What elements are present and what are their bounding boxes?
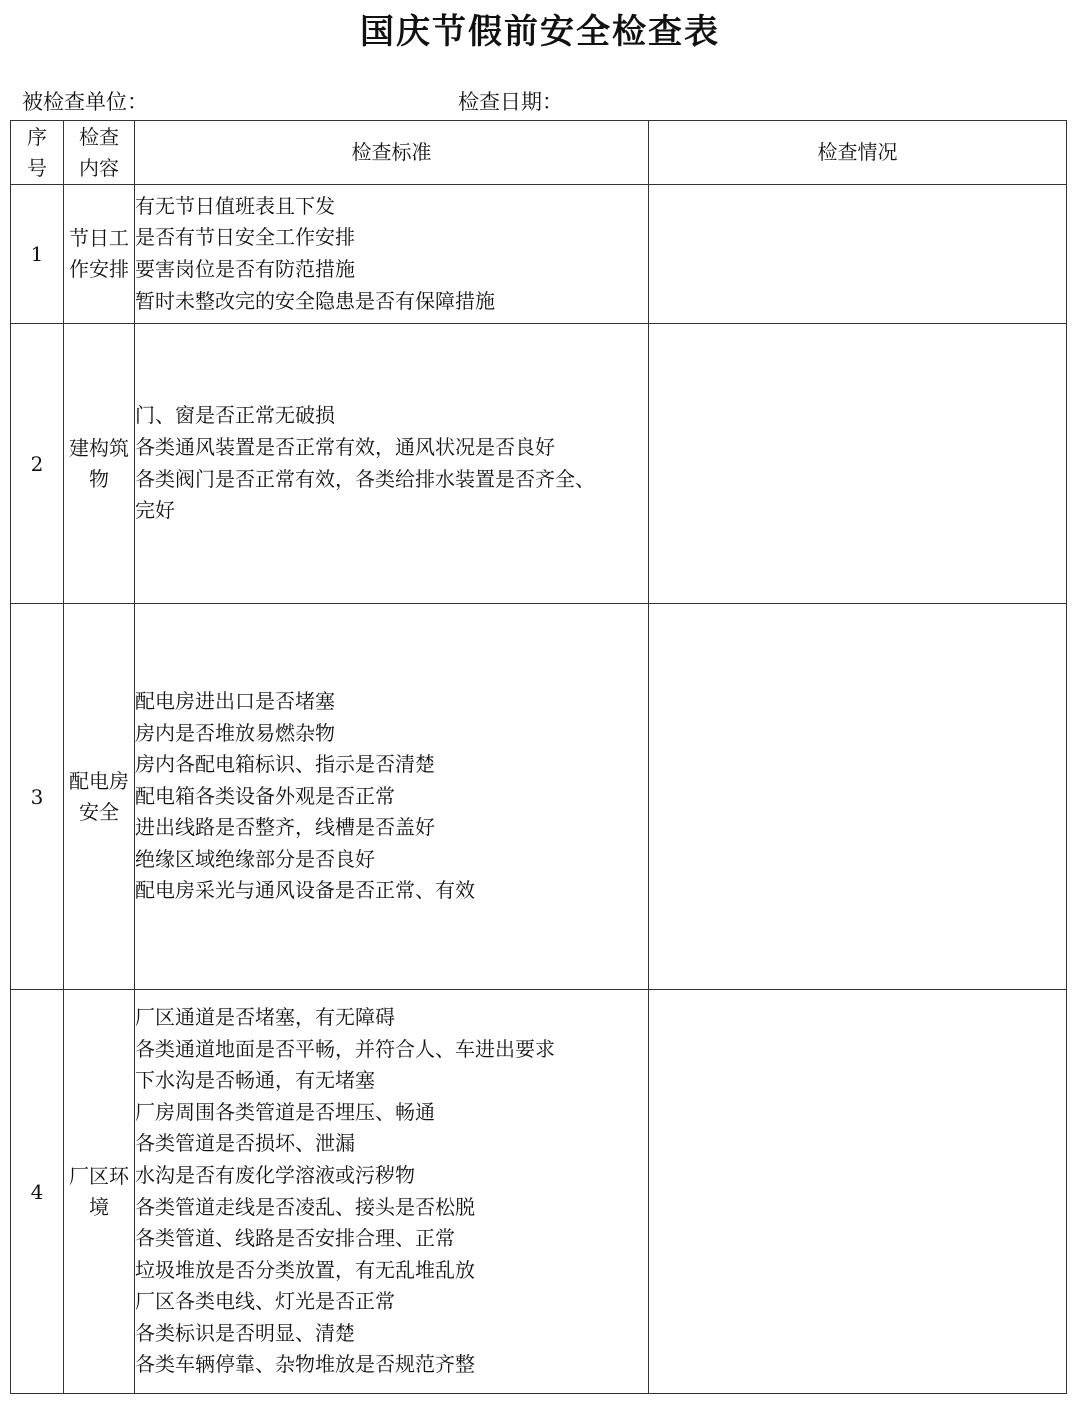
result-cell[interactable] [649,324,1067,604]
row-standards [135,324,649,604]
inspection-date-label: 检查日期： [458,90,563,114]
standard-line: 各类管道、线路是否安排合理、正常 [135,1226,455,1251]
header-no: 序号 [11,121,64,185]
header-item: 检查内容 [64,121,135,185]
table-row [11,324,1067,604]
standard-line: 配电箱各类设备外观是否正常 [135,783,395,808]
table-row [11,604,1067,990]
standard-line: 各类管道是否损坏、泄漏 [135,1131,355,1156]
standard-line: 进出线路是否整齐，线槽是否盖好 [135,815,435,840]
row-standards [135,604,649,990]
standard-line: 房内是否堆放易燃杂物 [135,720,335,745]
header-result: 检查情况 [649,121,1067,185]
standard-line: 门、窗是否正常无破损 [135,403,335,428]
standard-line: 绝缘区域绝缘部分是否良好 [135,846,375,871]
standard-line: 下水沟是否畅通，有无堵塞 [135,1068,375,1093]
row-item: 厂区环境 [64,990,135,1394]
result-cell[interactable] [649,990,1067,1394]
standard-line: 要害岗位是否有防范措施 [135,257,355,281]
standard-line: 各类通道地面是否平畅，并符合人、车进出要求 [135,1036,555,1061]
standard-line: 厂房周围各类管道是否埋压、畅通 [135,1099,435,1124]
standard-line: 配电房采光与通风设备是否正常、有效 [135,878,475,903]
row-number: 1 [11,185,64,324]
row-number: 2 [11,324,64,604]
standard-line: 厂区通道是否堵塞，有无障碍 [135,1004,395,1029]
standard-line: 各类管道走线是否凌乱、接头是否松脱 [135,1194,475,1219]
row-item: 配电房安全 [64,604,135,990]
standard-line: 各类阀门是否正常有效，各类给排水装置是否齐全、 [135,466,595,491]
row-item: 节日工作安排 [64,185,135,324]
standard-line: 垃圾堆放是否分类放置，有无乱堆乱放 [135,1257,475,1282]
standard-line: 配电房进出口是否堵塞 [135,688,335,713]
page-title: 国庆节假前安全检查表 [360,12,720,52]
row-standards [135,990,649,1394]
table-row [11,990,1067,1394]
standard-line: 各类车辆停靠、杂物堆放是否规范齐整 [135,1352,475,1377]
standard-line: 各类标识是否明显、清楚 [135,1320,355,1345]
standard-line: 暂时未整改完的安全隐患是否有保障措施 [135,288,495,313]
table-row [11,185,1067,324]
result-cell[interactable] [649,185,1067,324]
standard-line: 各类通风装置是否正常有效，通风状况是否良好 [135,434,555,459]
standard-line: 厂区各类电线、灯光是否正常 [135,1289,395,1314]
header-standard: 检查标准 [135,121,649,185]
standard-line: 完好 [135,498,175,523]
standard-line: 是否有节日安全工作安排 [135,225,355,250]
inspection-table [10,120,1067,1394]
standard-line: 有无节日值班表且下发 [135,193,335,218]
standard-line: 房内各配电箱标识、指示是否清楚 [135,752,435,777]
row-number: 4 [11,990,64,1394]
row-number: 3 [11,604,64,990]
row-item: 建构筑物 [64,324,135,604]
row-standards [135,185,649,324]
result-cell[interactable] [649,604,1067,990]
header-row [11,121,1067,185]
standard-line: 水沟是否有废化学溶液或污秽物 [135,1162,415,1187]
inspected-unit-label: 被检查单位： [22,90,148,114]
